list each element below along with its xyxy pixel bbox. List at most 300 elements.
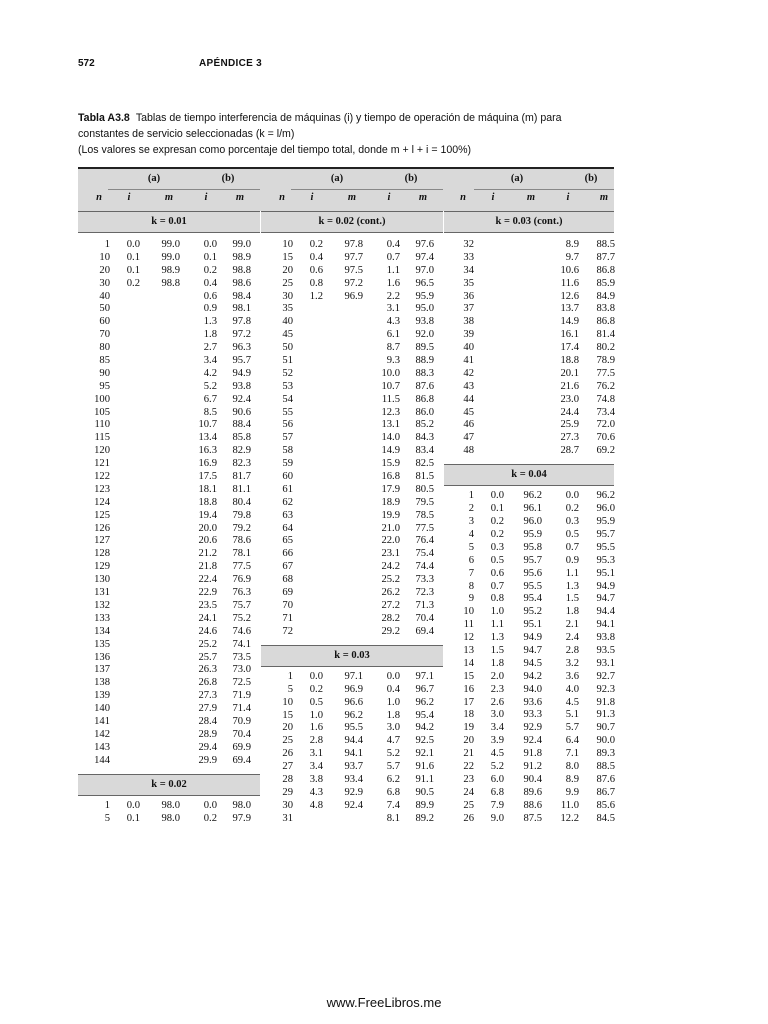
cell-n: 18 [463,709,474,721]
cell-m-b: 98.0 [232,799,251,811]
cell-n: 6 [468,554,474,566]
cell-i-a: 2.3 [490,683,504,695]
table-row-group [261,671,443,826]
cell-n: 131 [94,587,110,599]
cell-n: 5 [287,683,293,695]
cell-i-a: 5.2 [490,761,504,772]
cell-i-a: 0.2 [490,516,504,528]
col-header-m: m [418,192,428,203]
table-row [78,381,260,394]
cell-i-b: 28.7 [560,445,579,457]
cell-i-a: 1.6 [309,722,323,734]
cell-i-a: 2.6 [490,696,504,708]
cell-n: 31 [282,812,293,824]
table-row [261,510,443,523]
cell-m-b: 99.0 [232,239,251,250]
table-title: Tabla A3.8 [78,112,130,124]
cell-m-b: 73.3 [415,574,434,586]
cell-n: 90 [99,367,110,379]
table-row [261,252,443,265]
table-row [444,252,614,265]
cell-n: 55 [282,406,293,418]
cell-n: 54 [282,393,293,405]
cell-n: 124 [94,496,110,508]
table-row [444,503,614,516]
cell-n: 129 [94,561,110,573]
cell-m-b: 73.0 [232,664,251,676]
cell-n: 26 [282,748,293,760]
cell-m-a: 95.9 [523,528,542,540]
cell-n: 136 [94,651,110,663]
cell-i-b: 17.5 [198,471,217,483]
cell-i-b: 10.7 [381,380,400,392]
cell-m-a: 96.6 [344,696,363,708]
table-row [444,787,614,800]
cell-m-a: 87.5 [523,812,542,824]
k-value-band: k = 0.02 [78,774,260,796]
cell-n: 27 [282,761,293,773]
cell-i-b: 26.2 [381,587,400,599]
group-label-b: (b) [221,173,235,184]
cell-n: 58 [282,445,293,457]
col-header-i: i [491,192,495,203]
cell-i-a: 2.0 [490,670,504,682]
table-row [261,684,443,697]
cell-m-b: 93.8 [415,316,434,328]
cell-m-b: 87.7 [596,251,615,263]
table-row [78,587,260,600]
table-row [261,394,443,407]
cell-n: 80 [99,342,110,354]
cell-m-b: 83.8 [596,303,615,315]
cell-m-a: 97.2 [344,277,363,289]
cell-i-a: 1.5 [490,644,504,656]
cell-n: 20 [463,735,474,747]
cell-i-a: 3.8 [309,774,323,786]
cell-i-b: 11.0 [560,799,579,811]
cell-m-b: 80.2 [596,342,615,354]
table-row [261,419,443,432]
cell-i-b: 1.1 [386,264,400,276]
table-row [261,381,443,394]
cell-i-a: 4.3 [309,786,323,798]
cell-m-b: 69.9 [232,741,251,753]
cell-n: 30 [99,277,110,289]
cell-n: 70 [282,599,293,611]
cell-i-b: 6.2 [386,774,400,786]
cell-i-a: 0.4 [309,251,323,263]
table-row [444,490,614,503]
cell-m-b: 97.2 [232,329,251,341]
cell-n: 1 [468,490,474,502]
col-header-m: m [347,192,357,203]
cell-n: 36 [463,290,474,302]
cell-i-a: 7.9 [490,799,504,811]
cell-n: 12 [463,632,474,644]
cell-i-b: 22.4 [198,574,217,586]
cell-i-b: 21.0 [381,522,400,534]
table-row [78,729,260,742]
cell-m-b: 72.3 [415,587,434,599]
cell-i-b: 27.3 [198,690,217,702]
table-row [261,697,443,710]
cell-i-b: 9.7 [565,251,579,263]
cell-m-b: 78.1 [232,548,251,560]
cell-n: 25 [282,277,293,289]
cell-i-b: 17.9 [381,483,400,495]
cell-n: 23 [463,773,474,785]
k-value-band: k = 0.03 (cont.) [444,211,614,233]
col-header-i: i [310,192,314,203]
cell-m-b: 88.3 [415,367,434,379]
cell-n: 140 [94,703,110,715]
caption-line-1: Tablas de tiempo interferencia de máquinas (i) y tiempo de operación de máquina (m) para [135,112,562,124]
cell-m-a: 95.1 [523,619,542,631]
cell-n: 26 [463,812,474,824]
table-row [261,355,443,368]
cell-i-b: 8.1 [386,812,400,824]
cell-i-b: 26.8 [198,677,217,689]
cell-i-b: 6.7 [203,393,217,405]
cell-m-b: 84.5 [596,812,615,824]
cell-n: 144 [94,754,110,766]
cell-i-b: 14.9 [381,445,400,457]
cell-i-b: 0.6 [203,290,217,302]
cell-i-b: 23.1 [381,548,400,560]
cell-i-b: 5.2 [203,380,217,392]
cell-m-b: 78.6 [232,535,251,547]
cell-m-b: 89.3 [596,748,615,760]
cell-n: 100 [94,393,110,405]
cell-m-a: 94.2 [523,670,542,682]
cell-n: 128 [94,548,110,560]
cell-n: 1 [104,799,110,811]
cell-i-b: 0.3 [565,516,579,528]
cell-i-b: 12.3 [381,406,400,418]
table-row [444,581,614,594]
table-row [78,458,260,471]
table-row [261,787,443,800]
table-row [261,710,443,723]
table-row [444,239,614,252]
cell-i-a: 0.5 [490,554,504,566]
cell-m-b: 82.9 [232,445,251,457]
cell-n: 25 [282,735,293,747]
cell-n: 39 [463,329,474,341]
table-row-group [444,239,614,458]
cell-n: 45 [463,406,474,418]
table-row [444,748,614,761]
cell-m-b: 70.4 [232,728,251,740]
cell-i-b: 0.2 [565,503,579,515]
cell-i-b: 16.1 [560,329,579,341]
cell-m-a: 95.8 [523,541,542,553]
cell-n: 70 [99,329,110,341]
cell-m-b: 76.3 [232,587,251,599]
cell-n: 2 [468,503,474,515]
cell-i-a: 0.6 [490,567,504,579]
cell-n: 33 [463,251,474,263]
table-row-group [78,800,260,826]
cell-n: 3 [468,516,474,528]
cell-m-b: 95.1 [596,567,615,579]
cell-m-a: 99.0 [161,251,180,263]
cell-m-b: 72.0 [596,419,615,431]
cell-i-a: 0.0 [309,670,323,682]
cell-m-b: 86.8 [596,316,615,328]
table-row [78,497,260,510]
cell-i-b: 16.9 [198,458,217,470]
table-row [78,303,260,316]
cell-i-b: 27.9 [198,703,217,715]
cell-m-b: 95.9 [596,516,615,528]
cell-m-b: 89.2 [415,812,434,824]
cell-m-a: 95.6 [523,567,542,579]
cell-n: 133 [94,612,110,624]
cell-i-b: 8.0 [565,761,579,772]
cell-i-a: 1.2 [309,290,323,302]
cell-m-a: 93.4 [344,774,363,786]
cell-n: 47 [463,432,474,444]
cell-m-b: 74.4 [415,561,434,573]
table-row [444,419,614,432]
table-row [78,523,260,536]
header-divider [291,189,443,190]
cell-n: 71 [282,612,293,624]
cell-m-a: 93.6 [523,696,542,708]
cell-n: 11 [463,619,474,631]
cell-i-b: 19.9 [381,509,400,521]
cell-m-b: 97.6 [415,239,434,250]
cell-n: 67 [282,561,293,573]
cell-n: 20 [282,264,293,276]
cell-i-b: 29.2 [381,625,400,637]
cell-i-a: 2.8 [309,735,323,747]
cell-m-a: 94.1 [344,748,363,760]
cell-m-b: 97.8 [232,316,251,328]
cell-n: 10 [99,251,110,263]
cell-n: 61 [282,483,293,495]
cell-n: 48 [463,445,474,457]
cell-n: 43 [463,380,474,392]
table-row [78,368,260,381]
table-row [444,278,614,291]
table-row [78,652,260,665]
cell-m-a: 88.6 [523,799,542,811]
cell-n: 62 [282,496,293,508]
cell-m-b: 85.9 [596,277,615,289]
col-header-i: i [204,192,208,203]
cell-i-b: 3.6 [565,670,579,682]
cell-i-b: 14.0 [381,432,400,444]
cell-i-b: 2.4 [565,632,579,644]
cell-n: 16 [463,683,474,695]
table-row [78,626,260,639]
cell-n: 143 [94,741,110,753]
table-row [444,697,614,710]
cell-i-b: 29.9 [198,754,217,766]
table-row [261,329,443,342]
cell-m-b: 76.2 [596,380,615,392]
cell-i-b: 5.7 [386,761,400,773]
cell-i-b: 3.4 [203,355,217,367]
table-row [78,355,260,368]
cell-m-a: 91.2 [523,761,542,772]
footer-url: www.FreeLibros.me [326,995,442,1010]
cell-m-b: 81.1 [232,483,251,495]
cell-i-b: 23.5 [198,599,217,611]
cell-m-b: 90.0 [596,735,615,747]
cell-i-b: 3.0 [386,722,400,734]
cell-i-b: 18.1 [198,483,217,495]
cell-m-b: 83.4 [415,445,434,457]
table-row [444,432,614,445]
cell-n: 8 [468,580,474,592]
cell-i-b: 2.1 [565,619,579,631]
caption-line-2: constantes de servicio seleccionadas (k = l/m) [78,128,295,140]
cell-i-a: 0.2 [309,239,323,250]
cell-m-b: 74.8 [596,393,615,405]
cell-m-a: 94.9 [523,632,542,644]
cell-i-b: 1.5 [565,593,579,605]
cell-n: 52 [282,367,293,379]
cell-i-b: 24.6 [198,625,217,637]
cell-n: 125 [94,509,110,521]
cell-i-b: 14.9 [560,316,579,328]
cell-m-b: 92.5 [415,735,434,747]
table-row-group [78,239,260,768]
table-row [261,484,443,497]
cell-i-b: 2.8 [565,644,579,656]
cell-i-b: 13.7 [560,303,579,315]
cell-m-b: 82.3 [232,458,251,470]
cell-i-b: 29.4 [198,741,217,753]
cell-n: 30 [282,799,293,811]
cell-m-b: 85.8 [232,432,251,444]
cell-m-b: 86.7 [596,786,615,798]
cell-m-b: 91.1 [415,774,434,786]
col-header-n: n [96,192,102,203]
cell-m-b: 92.3 [596,683,615,695]
table-row [78,664,260,677]
cell-m-b: 94.9 [596,580,615,592]
cell-n: 57 [282,432,293,444]
cell-n: 127 [94,535,110,547]
table-row [78,677,260,690]
cell-m-b: 95.0 [415,303,434,315]
cell-n: 17 [463,696,474,708]
cell-m-b: 90.6 [232,406,251,418]
cell-m-b: 70.4 [415,612,434,624]
cell-n: 13 [463,644,474,656]
table-row [78,329,260,342]
cell-n: 53 [282,380,293,392]
cell-m-b: 76.4 [415,535,434,547]
table-row [444,568,614,581]
table-row [261,574,443,587]
cell-n: 19 [463,722,474,734]
cell-m-b: 93.5 [596,644,615,656]
cell-n: 121 [94,458,110,470]
table-row [261,561,443,574]
cell-m-a: 92.9 [344,786,363,798]
cell-n: 85 [99,355,110,367]
cell-m-b: 97.4 [415,251,434,263]
table-row [78,716,260,729]
cell-m-a: 97.1 [344,670,363,682]
table-row [261,497,443,510]
cell-m-a: 89.6 [523,786,542,798]
running-head [78,58,698,74]
cell-n: 40 [99,290,110,302]
cell-n: 35 [282,303,293,315]
cell-i-b: 21.2 [198,548,217,560]
table-row [261,671,443,684]
cell-i-b: 2.2 [386,290,400,302]
table-row [78,574,260,587]
cell-i-b: 1.3 [203,316,217,328]
cell-n: 22 [463,761,474,772]
cell-i-b: 6.4 [565,735,579,747]
cell-n: 10 [282,239,293,250]
cell-n: 15 [282,709,293,721]
cell-m-b: 86.8 [596,264,615,276]
cell-n: 110 [94,419,110,431]
cell-i-b: 10.6 [560,264,579,276]
cell-n: 9 [468,593,474,605]
cell-i-b: 11.6 [560,277,579,289]
cell-m-b: 75.4 [415,548,434,560]
table-row [78,445,260,458]
cell-i-b: 25.9 [560,419,579,431]
table-row [78,291,260,304]
cell-m-b: 69.2 [596,445,615,457]
cell-i-b: 0.1 [203,251,217,263]
cell-i-b: 6.1 [386,329,400,341]
cell-m-b: 95.7 [232,355,251,367]
cell-i-a: 0.6 [309,264,323,276]
cell-m-b: 95.7 [596,528,615,540]
cell-i-b: 28.9 [198,728,217,740]
table-row [261,239,443,252]
cell-m-b: 84.3 [415,432,434,444]
cell-m-a: 95.7 [523,554,542,566]
cell-i-b: 24.1 [198,612,217,624]
cell-m-b: 77.5 [596,367,615,379]
table-row [444,671,614,684]
cell-m-a: 98.0 [161,812,180,824]
cell-i-b: 3.2 [565,657,579,669]
table-row [444,645,614,658]
table-row [78,755,260,768]
cell-m-b: 77.5 [232,561,251,573]
cell-i-a: 0.2 [309,683,323,695]
cell-i-b: 7.4 [386,799,400,811]
cell-i-b: 0.2 [203,812,217,824]
cell-i-b: 12.2 [560,812,579,824]
cell-m-b: 82.5 [415,458,434,470]
cell-m-a: 96.0 [523,516,542,528]
cell-m-a: 95.2 [523,606,542,618]
table-row [444,593,614,606]
cell-m-b: 71.3 [415,599,434,611]
cell-i-b: 28.2 [381,612,400,624]
table-row [444,316,614,329]
cell-m-b: 79.8 [232,509,251,521]
cell-i-b: 25.2 [198,638,217,650]
table-row [78,548,260,561]
table-row [261,735,443,748]
